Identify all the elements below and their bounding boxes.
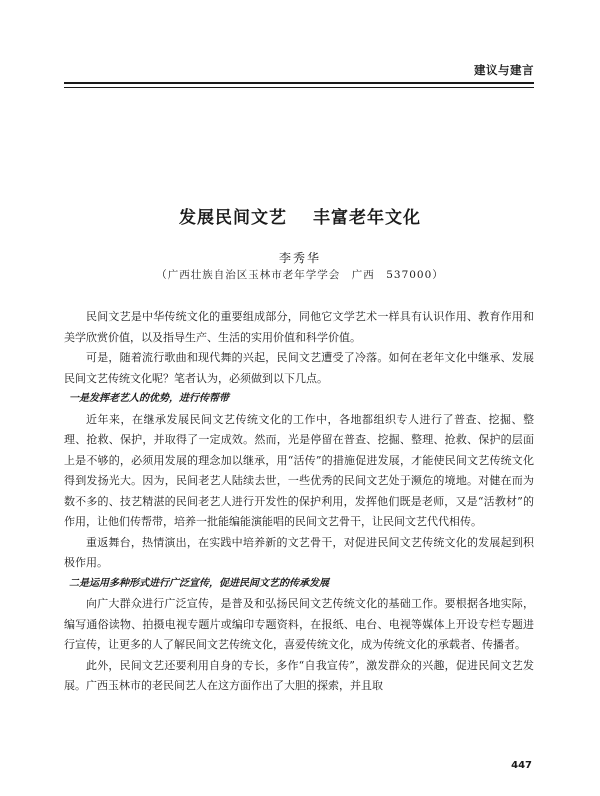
section-heading: 一是发挥老艺人的优势，进行传帮带 [69,393,229,404]
header-rule-thin [64,87,534,88]
paragraph: 重返舞台，热情演出，在实践中培养新的文艺骨干，对促进民间文艺传统文化的发展起到积极作用。 [64,535,534,569]
title-part-1: 发展民间文艺 [179,208,287,228]
article-title [0,203,600,228]
header-rule-thick [64,82,534,84]
section-header: 建议与建言 [474,63,534,77]
section-heading: 二是运用多种形式进行广泛宣传，促进民间文艺的传承发展 [69,577,329,589]
paragraph: 民间文艺是中华传统文化的重要组成部分，同他它文学艺术一样具有认识作用、教育作用和美学欣赏价值，以及指导生产、生活的实用价值和科学价值。 [64,310,534,344]
paragraph: 此外，民间文艺还要利用自身的专长，多作“自我宣传”，激发群众的兴趣，促进民间文艺发展。广西玉林市的老民间艺人在这方面作出了大胆的探索，并且取 [64,658,534,692]
page-number: 447 [511,760,532,771]
article-body [64,307,534,697]
author-affiliation: （广西壮族自治区玉林市老年学学会 广西 537000） [156,269,444,281]
paragraph: 近年来，在继承发展民间文艺传统文化的工作中，各地都组织专人进行了普查、挖掘、整理、抢救、保护，并取得了一定成效。然而，光是停留在普查、挖掘、整理、抢救、保护的层面上是不够的，必须用发展的理念加以继承，用“活传”的措施促进发展，才能使民间文艺传统文化得到发扬光大。因为，民间老艺人陆续去世，一些优秀的民间文艺处于濒危的境地。对健在而为数不多的、技艺精湛的民间老艺人进行开发性的保护利用，发挥他们既是老师，又是“活教材”的作用，让他们传帮带，培养一批能编能演能唱的民间文艺骨干，让民间文艺代代相传。 [64,412,534,528]
paragraph: 向广大群众进行广泛宣传，是普及和弘扬民间文艺传统文化的基础工作。要根据各地实际，编写通俗读物、拍摄电视专题片或编印专题资料，在报纸、电台、电视等媒体上开设专栏专题进行宣传，让更多的人了解民间文艺传统文化，喜爱传统文化，成为传统文化的承载者、传播者。 [64,597,534,651]
title-part-2: 丰富老年文化 [313,208,421,228]
author-name: 李秀华 [278,251,321,265]
paragraph: 可是，随着流行歌曲和现代舞的兴起，民间文艺遭受了冷落。如何在老年文化中继承、发展民间文艺传统文化呢？笔者认为，必须做到以下几点。 [64,351,534,385]
